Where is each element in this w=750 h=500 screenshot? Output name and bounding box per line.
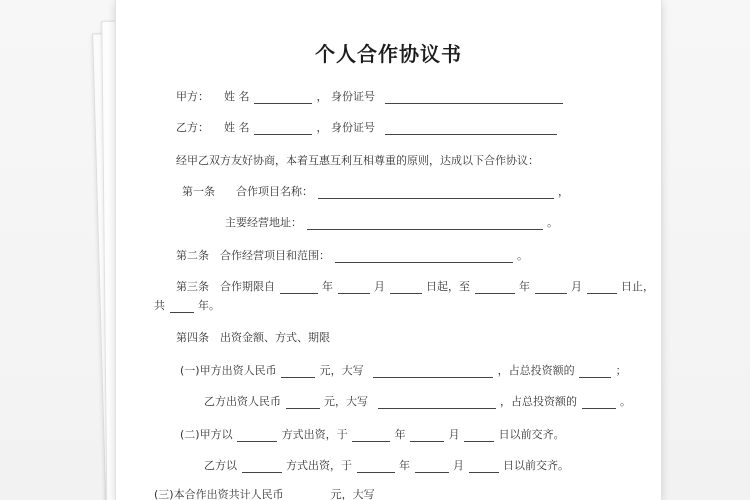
end-year-field[interactable] — [475, 282, 515, 294]
document-title: 个人合作协议书 — [315, 42, 462, 66]
party-b-deadline-text: 日以前交齐。 — [503, 459, 569, 472]
party-a-method-label: (二)甲方以 — [180, 428, 233, 441]
party-a-deadline-day-field[interactable] — [464, 430, 494, 442]
party-a-name-field[interactable] — [254, 92, 312, 104]
address-end: 。 — [547, 216, 558, 229]
party-b-deadline-month-unit: 月 — [453, 459, 464, 472]
address-field[interactable] — [307, 218, 543, 230]
total-capital-row — [154, 486, 505, 500]
party-b-method-text: 方式出资，于 — [286, 459, 352, 472]
end-month-field[interactable] — [535, 282, 567, 294]
party-b-capital-row — [204, 393, 631, 409]
party-a-row — [176, 88, 564, 104]
party-b-deadline-year-field[interactable] — [357, 461, 395, 473]
address-row — [225, 214, 558, 230]
start-month-field[interactable] — [338, 282, 370, 294]
party-a-method-row — [180, 426, 565, 442]
party-b-deadline-year-unit: 年 — [399, 459, 410, 472]
party-b-row — [176, 119, 558, 135]
project-name-label: 合作项目名称： — [236, 185, 313, 198]
party-a-share-label: ，占总投资额的 — [497, 364, 575, 377]
party-b-label: 乙方： — [176, 121, 209, 134]
article-4-label: 第四条 — [176, 331, 209, 344]
term-total-row — [154, 297, 220, 313]
article-3-text: 合作期限自 — [220, 280, 275, 293]
party-a-deadline-text: 日以前交齐。 — [498, 428, 565, 441]
end-month-unit: 月 — [571, 280, 582, 293]
term-total-label: 共 — [154, 299, 165, 312]
party-a-share-field[interactable] — [579, 366, 611, 378]
party-a-method-field[interactable] — [237, 430, 277, 442]
party-a-method-text: 方式出资，于 — [281, 428, 348, 441]
party-a-label: 甲方： — [176, 90, 209, 103]
end-year-unit: 年 — [519, 280, 530, 293]
term-years-unit: 年。 — [198, 299, 220, 312]
article-1-label: 第一条 — [182, 185, 215, 198]
party-b-method-field[interactable] — [242, 461, 282, 473]
start-day-unit: 日起，至 — [426, 280, 470, 293]
preamble: 经甲乙双方友好协商，本着互惠互利互相尊重的原则，达成以下合作协议： — [176, 154, 539, 167]
term-years-field[interactable] — [170, 301, 194, 313]
article-2-end: 。 — [517, 249, 528, 262]
party-b-deadline-day-field[interactable] — [469, 461, 499, 473]
party-a-deadline-year-unit: 年 — [394, 428, 406, 441]
party-a-sep: ， — [316, 90, 328, 103]
party-b-capital-field[interactable] — [286, 397, 320, 409]
party-b-share-field[interactable] — [582, 397, 616, 409]
article-3-label: 第三条 — [176, 280, 209, 293]
project-name-field[interactable] — [318, 187, 554, 199]
end-day-unit: 日止， — [621, 280, 654, 293]
party-b-name-label: 姓 名 — [224, 121, 250, 134]
party-b-id-field[interactable] — [385, 123, 557, 135]
party-a-capital-words-field[interactable] — [373, 366, 493, 378]
party-b-method-row — [204, 457, 569, 473]
total-capital-field[interactable] — [288, 490, 326, 500]
party-b-method-label: 乙方以 — [204, 459, 237, 472]
start-year-field[interactable] — [280, 282, 318, 294]
party-a-name-label: 姓 名 — [224, 90, 250, 103]
party-a-capital-label: (一)甲方出资人民币 — [180, 364, 277, 377]
party-a-id-field[interactable] — [385, 92, 563, 104]
party-b-capital-words-field[interactable] — [378, 397, 496, 409]
party-b-name-field[interactable] — [254, 123, 312, 135]
party-b-deadline-month-field[interactable] — [415, 461, 449, 473]
start-year-unit: 年 — [322, 280, 333, 293]
article-2-text: 合作经营项目和范围： — [220, 249, 330, 262]
party-b-capital-unit: 元，大写 — [324, 395, 368, 408]
scope-field[interactable] — [335, 251, 513, 263]
end-day-field[interactable] — [587, 282, 617, 294]
party-a-capital-row — [180, 362, 627, 378]
article-2-row — [176, 247, 528, 263]
total-capital-words-field[interactable] — [384, 490, 504, 500]
start-day-field[interactable] — [390, 282, 422, 294]
article-2-label: 第二条 — [176, 249, 209, 262]
address-label: 主要经营地址： — [225, 216, 302, 229]
party-b-share-end: 。 — [620, 395, 631, 408]
document-page — [115, 0, 662, 500]
party-a-id-label: 身份证号 — [331, 90, 375, 103]
total-capital-unit: 元，大写 — [330, 488, 375, 500]
article-4-text: 出资金额、方式、期限 — [220, 331, 330, 344]
party-a-deadline-month-unit: 月 — [448, 428, 460, 441]
total-capital-label: (三)本合作出资共计人民币 — [154, 488, 284, 500]
party-b-id-label: 身份证号 — [331, 121, 375, 134]
party-a-share-end: ； — [615, 364, 627, 377]
article-1-row — [182, 183, 569, 199]
article-4-row — [176, 329, 330, 345]
party-a-deadline-year-field[interactable] — [352, 430, 390, 442]
start-month-unit: 月 — [374, 280, 385, 293]
article-1-end: ， — [558, 185, 569, 198]
party-a-capital-field[interactable] — [281, 366, 315, 378]
party-b-capital-label: 乙方出资人民币 — [204, 395, 281, 408]
party-a-capital-unit: 元，大写 — [319, 364, 364, 377]
party-b-sep: ， — [316, 121, 328, 134]
party-a-deadline-month-field[interactable] — [410, 430, 444, 442]
party-b-share-label: ，占总投资额的 — [500, 395, 577, 408]
article-3-row — [176, 278, 654, 294]
